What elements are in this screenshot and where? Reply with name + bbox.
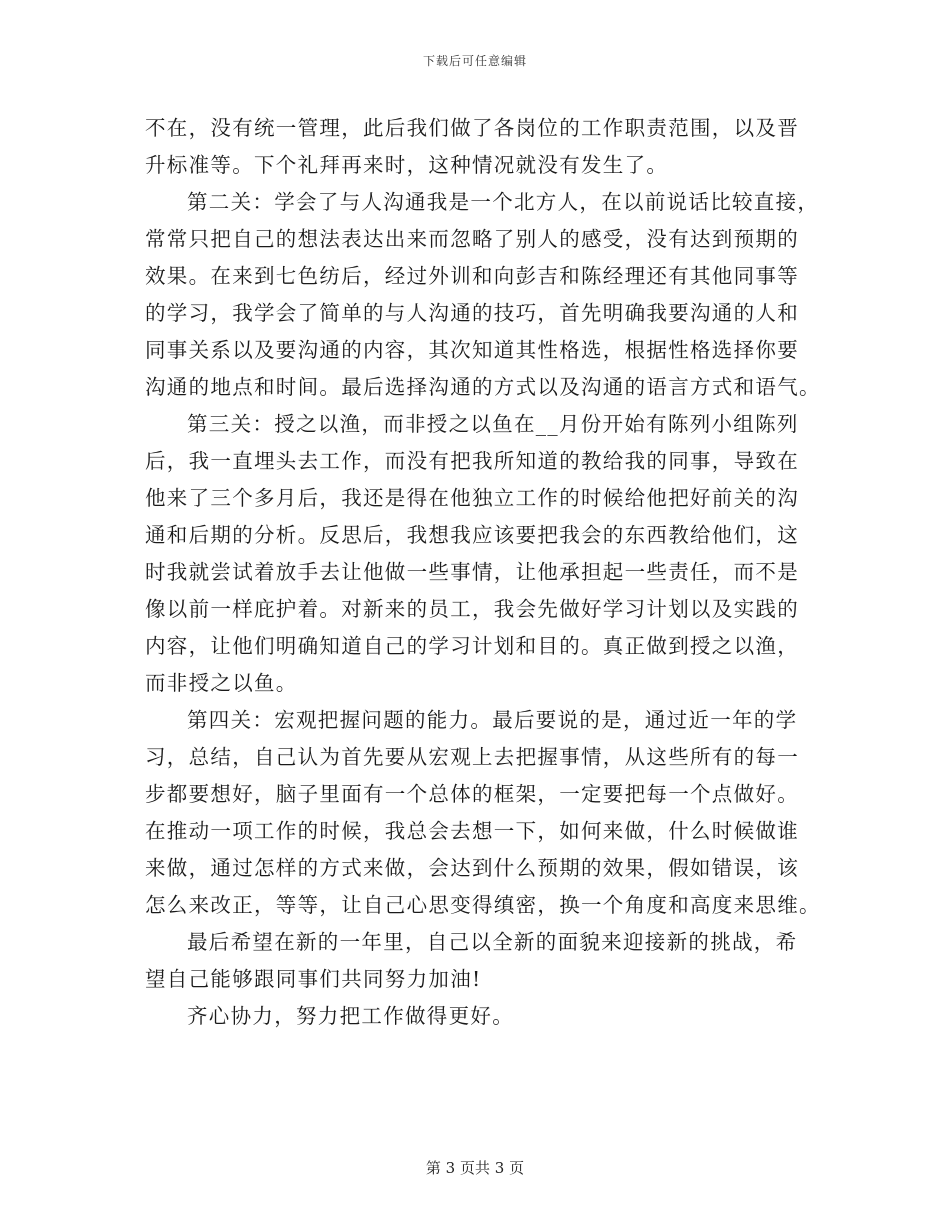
body-line: 同事关系以及要沟通的内容，其次知道其性格选，根据性格选择你要 xyxy=(145,338,799,362)
body-line: 时我就尝试着放手去让他做一些事情，让他承担起一些责任，而不是 xyxy=(145,560,799,584)
body-line: 升标准等。下个礼拜再来时，这种情况就没有发生了。 xyxy=(145,153,669,177)
body-line: 来做，通过怎样的方式来做，会达到什么预期的效果，假如错误，该 xyxy=(145,856,799,880)
paragraph-start-line: 齐心协力，努力把工作做得更好。 xyxy=(187,1004,514,1028)
body-line: 习，总结，自己认为首先要从宏观上去把握事情，从这些所有的每一 xyxy=(145,745,799,769)
body-line: 通和后期的分析。反思后，我想我应该要把我会的东西教给他们，这 xyxy=(145,523,799,547)
body-line: 怎么来改正，等等，让自己心思变得缜密，换一个角度和高度来思维。 xyxy=(145,893,821,917)
body-line: 在推动一项工作的时候，我总会去想一下，如何来做，什么时候做谁 xyxy=(145,819,799,843)
body-line: 后，我一直埋头去工作，而没有把我所知道的教给我的同事，导致在 xyxy=(145,449,799,473)
body-line: 内容，让他们明确知道自己的学习计划和目的。真正做到授之以渔， xyxy=(145,634,799,658)
body-line: 效果。在来到七色纺后，经过外训和向彭吉和陈经理还有其他同事等 xyxy=(145,264,799,288)
body-line: 而非授之以鱼。 xyxy=(145,671,298,695)
page-number-footer: 第 3 页共 3 页 xyxy=(425,1159,525,1177)
body-line: 的学习，我学会了简单的与人沟通的技巧，首先明确我要沟通的人和 xyxy=(145,301,799,325)
paragraph-start-line: 第二关：学会了与人沟通我是一个北方人，在以前说话比较直接， xyxy=(187,190,820,214)
paragraph-start-line: 第四关：宏观把握问题的能力。最后要说的是，通过近一年的学 xyxy=(187,708,798,732)
body-line: 他来了三个多月后，我还是得在他独立工作的时候给他把好前关的沟 xyxy=(145,486,799,510)
paragraph-start-line: 第三关：授之以渔，而非授之以鱼在__月份开始有陈列小组陈列 xyxy=(187,412,799,436)
document-body xyxy=(145,110,821,1035)
paragraph-start-line: 最后希望在新的一年里，自己以全新的面貌来迎接新的挑战，希 xyxy=(187,930,798,954)
body-line: 望自己能够跟同事们共同努力加油! xyxy=(145,967,482,991)
body-line: 常常只把自己的想法表达出来而忽略了别人的感受，没有达到预期的 xyxy=(145,227,799,251)
page-header-note: 下载后可任意编辑 xyxy=(422,54,527,68)
body-line: 步都要想好，脑子里面有一个总体的框架，一定要把每一个点做好。 xyxy=(145,782,799,806)
body-line: 像以前一样庇护着。对新来的员工，我会先做好学习计划以及实践的 xyxy=(145,597,799,621)
body-line: 沟通的地点和时间。最后选择沟通的方式以及沟通的语言方式和语气。 xyxy=(145,375,821,399)
body-line: 不在，没有统一管理，此后我们做了各岗位的工作职责范围，以及晋 xyxy=(145,116,799,140)
